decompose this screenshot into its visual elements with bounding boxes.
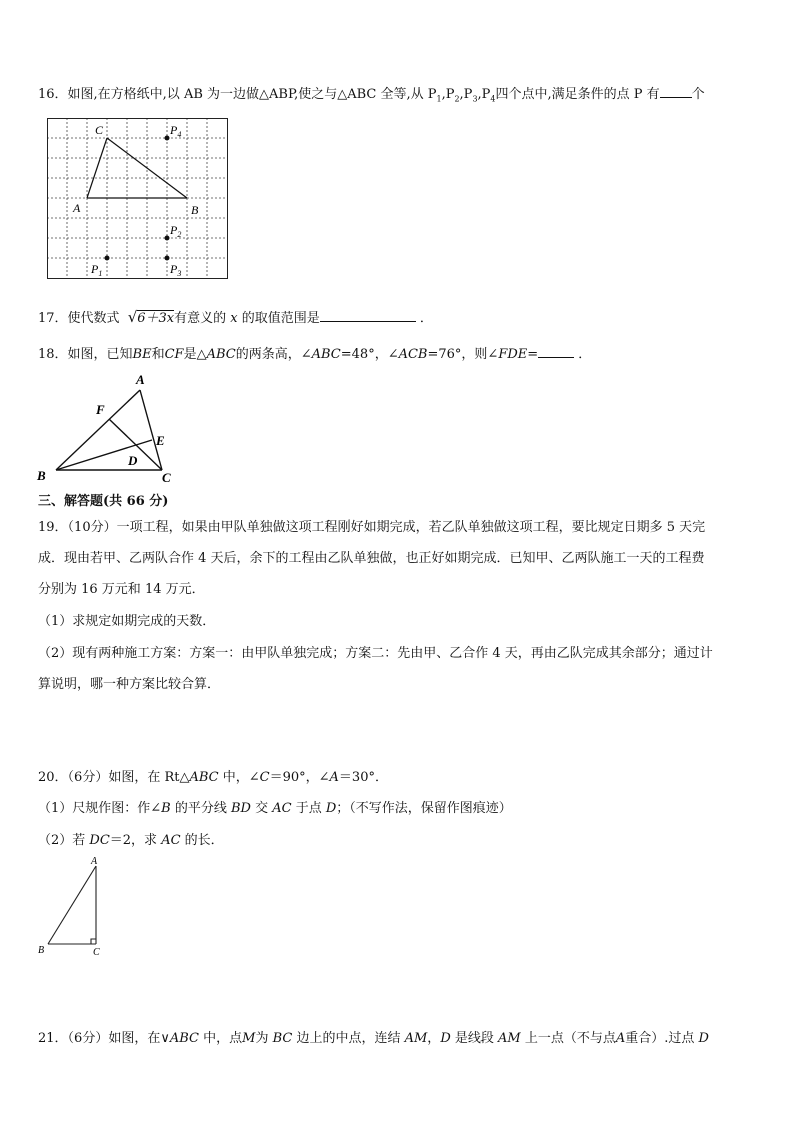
q19-line3: 分别为 16 万元和 14 万元． (38, 582, 205, 597)
answer-blank[interactable] (320, 307, 416, 322)
label-c: C (162, 470, 171, 485)
q20-part2: （2）若 DC＝2，求 AC 的长． (38, 833, 224, 848)
q20-part1: （1）尺规作图：作∠B 的平分线 BD 交 AC 于点 D；（不写作法，保留作图痕迹） (38, 801, 512, 816)
label-c: C (95, 123, 104, 137)
q19-part1: （1）求规定如期完成的天数． (38, 614, 216, 629)
label-b: B (191, 203, 199, 217)
answer-blank[interactable] (660, 83, 692, 98)
label-b: B (38, 945, 45, 956)
label-b: B (37, 468, 46, 483)
q16-grid-figure (47, 118, 229, 280)
label-p1: $P_1$ (91, 262, 103, 278)
label-d: D (128, 453, 138, 468)
q18-text: 18．如图，已知BE和CF是△ABC的两条高，∠ABC=48°，∠ACB=76°，则∠FDE= ． (38, 343, 591, 364)
point-p4 (165, 136, 170, 141)
q17-text: 17．使代数式 √6＋3x有意义的 x 的取值范围是 ． (38, 308, 433, 326)
label-c: C (93, 947, 100, 958)
q16-text: 16．如图,在方格纸中,以 AB 为一边做△ABP,使之与△ABC 全等,从 $P_1,P_2,P_3,P_4$四个点中,满足条件的点 P 有 个 (38, 83, 705, 109)
q20-intro: 20．（6分）如图，在 Rt△ABC 中，∠C＝90°，∠A＝30°． (38, 770, 388, 785)
triangle-abc (87, 138, 187, 198)
point-p1 (105, 256, 110, 261)
answer-blank[interactable] (538, 343, 574, 358)
point-p2 (165, 236, 170, 241)
q19-line2: 成．现由若甲、乙两队合作 4 天后，余下的工程由乙队单独做，也正好如期完成．已知甲、乙两队施工一天的工程费 (38, 551, 705, 566)
q21-text: 21．（6分）如图，在∨ABC 中，点M为 BC 边上的中点，连结 AM，D 是线段 AM 上一点（不与点A重合）.过点 D (38, 1031, 709, 1046)
q19-part2a: （2）现有两种施工方案：方案一：由甲队单独完成；方案二：先由甲、乙合作 4 天，再由乙队完成其余部分；通过计 (38, 646, 713, 661)
label-p3: $P_3$ (170, 262, 182, 278)
q18-figure (34, 370, 184, 490)
q20-figure (36, 856, 106, 958)
section-heading: 三、解答题(共 66 分) (38, 494, 169, 509)
sqrt-expression: √6＋3x (127, 308, 175, 326)
label-a: A (136, 372, 145, 387)
label-a: A (73, 201, 81, 215)
point-p3 (165, 256, 170, 261)
label-p2: $P_2$ (170, 223, 182, 239)
label-a: A (91, 856, 98, 867)
label-f: F (96, 402, 105, 417)
q19-part2b: 算说明，哪一种方案比较合算． (38, 677, 221, 692)
q19-line1: 19．（10分）一项工程，如果由甲队单独做这项工程刚好如期完成，若乙队单独做这项工程，要比规定日期多 5 天完 (38, 520, 706, 535)
label-e: E (156, 433, 165, 448)
label-p4: $P_4$ (170, 123, 182, 139)
